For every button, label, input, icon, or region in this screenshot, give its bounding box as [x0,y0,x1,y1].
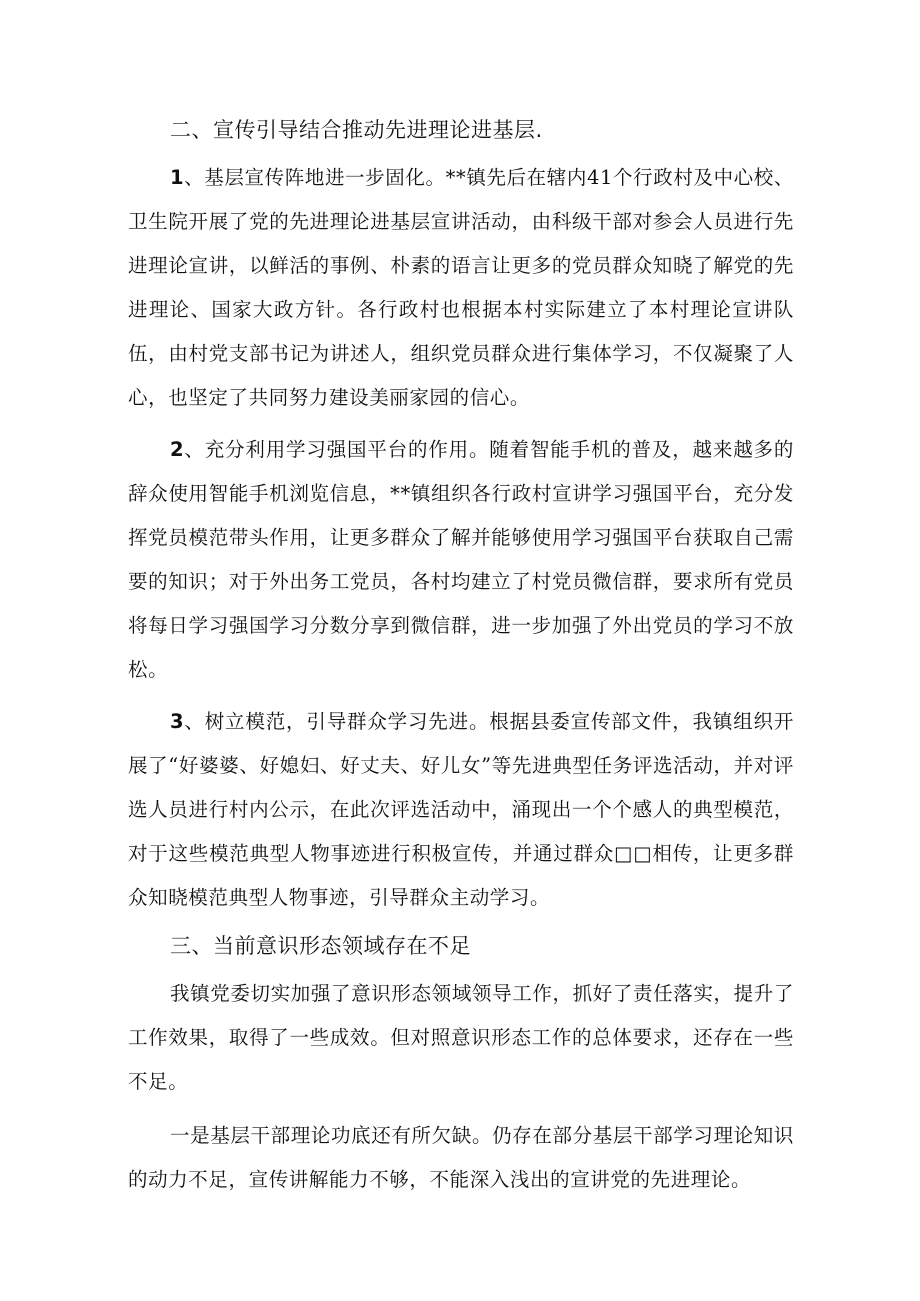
section-2-item-1 [128,156,794,420]
item-number: 3 [170,710,185,733]
section-2-item-2 [128,428,794,692]
section-3-point-1: 一是基层干部理论功底还有所欠缺。仍存在部分基层干部学习理论知识的动力不足，宣传讲解能力不够，不能深入浅出的宣讲党的先进理论。 [128,1124,794,1191]
section-3-heading: 三、当前意识形态领域存在不足 [170,934,471,958]
item-number: 2 [170,438,185,461]
item-text: 、基层宣传阵地进一步固化。**镇先后在辖内41个行政村及中心校、卫生院开展了党的先进理论进基层宣讲活动，由科级干部对参会人员进行先进理论宣讲，以鲜活的事例、朴素的语言让更多的党员群众知晓了解党的先进理论、国家大政方针。各行政村也根据本村实际建立了本村理论宣讲队伍，由村党支部书记为讲述人，组织党员群众进行集体学习，不仅凝聚了人心，也坚定了共同努力建设美丽家园的信心。 [128,166,794,409]
section-3-intro: 我镇党委切实加强了意识形态领域领导工作，抓好了责任落实，提升了工作效果，取得了一些成效。但对照意识形态工作的总体要求，还存在一些不足。 [128,982,794,1093]
item-text: 、树立模范，引导群众学习先进。根据县委宣传部文件，我镇组织开展了“好婆婆、好媳妇、好丈夫、好儿女”等先进典型任务评选活动，并对评选人员进行村内公示，在此次评选活动中，涌现出一个个感人的典型模范，对于这些模范典型人物事迹进行积极宣传，并通过群众□□相传，让更多群众知晓模范典型人物事迹，引导群众主动学习。 [128,710,794,909]
item-text: 、充分利用学习强国平台的作用。随着智能手机的普及，越来越多的辞众使用智能手机浏览信息，**镇组织各行政村宣讲学习强国平台，充分发挥党员模范带头作用，让更多群众了解并能够使用学习强国平台获取自己需要的知识；对于外出务工党员，各村均建立了村党员微信群，要求所有党员将每日学习强国学习分数分享到微信群，进一步加强了外出党员的学习不放松。 [128,438,794,681]
section-2-item-3 [128,700,794,920]
section-2-heading: 二、宣传引导结合推动先进理论进基层. [170,118,543,142]
item-number: 1 [170,166,185,189]
document-body [128,112,794,1210]
